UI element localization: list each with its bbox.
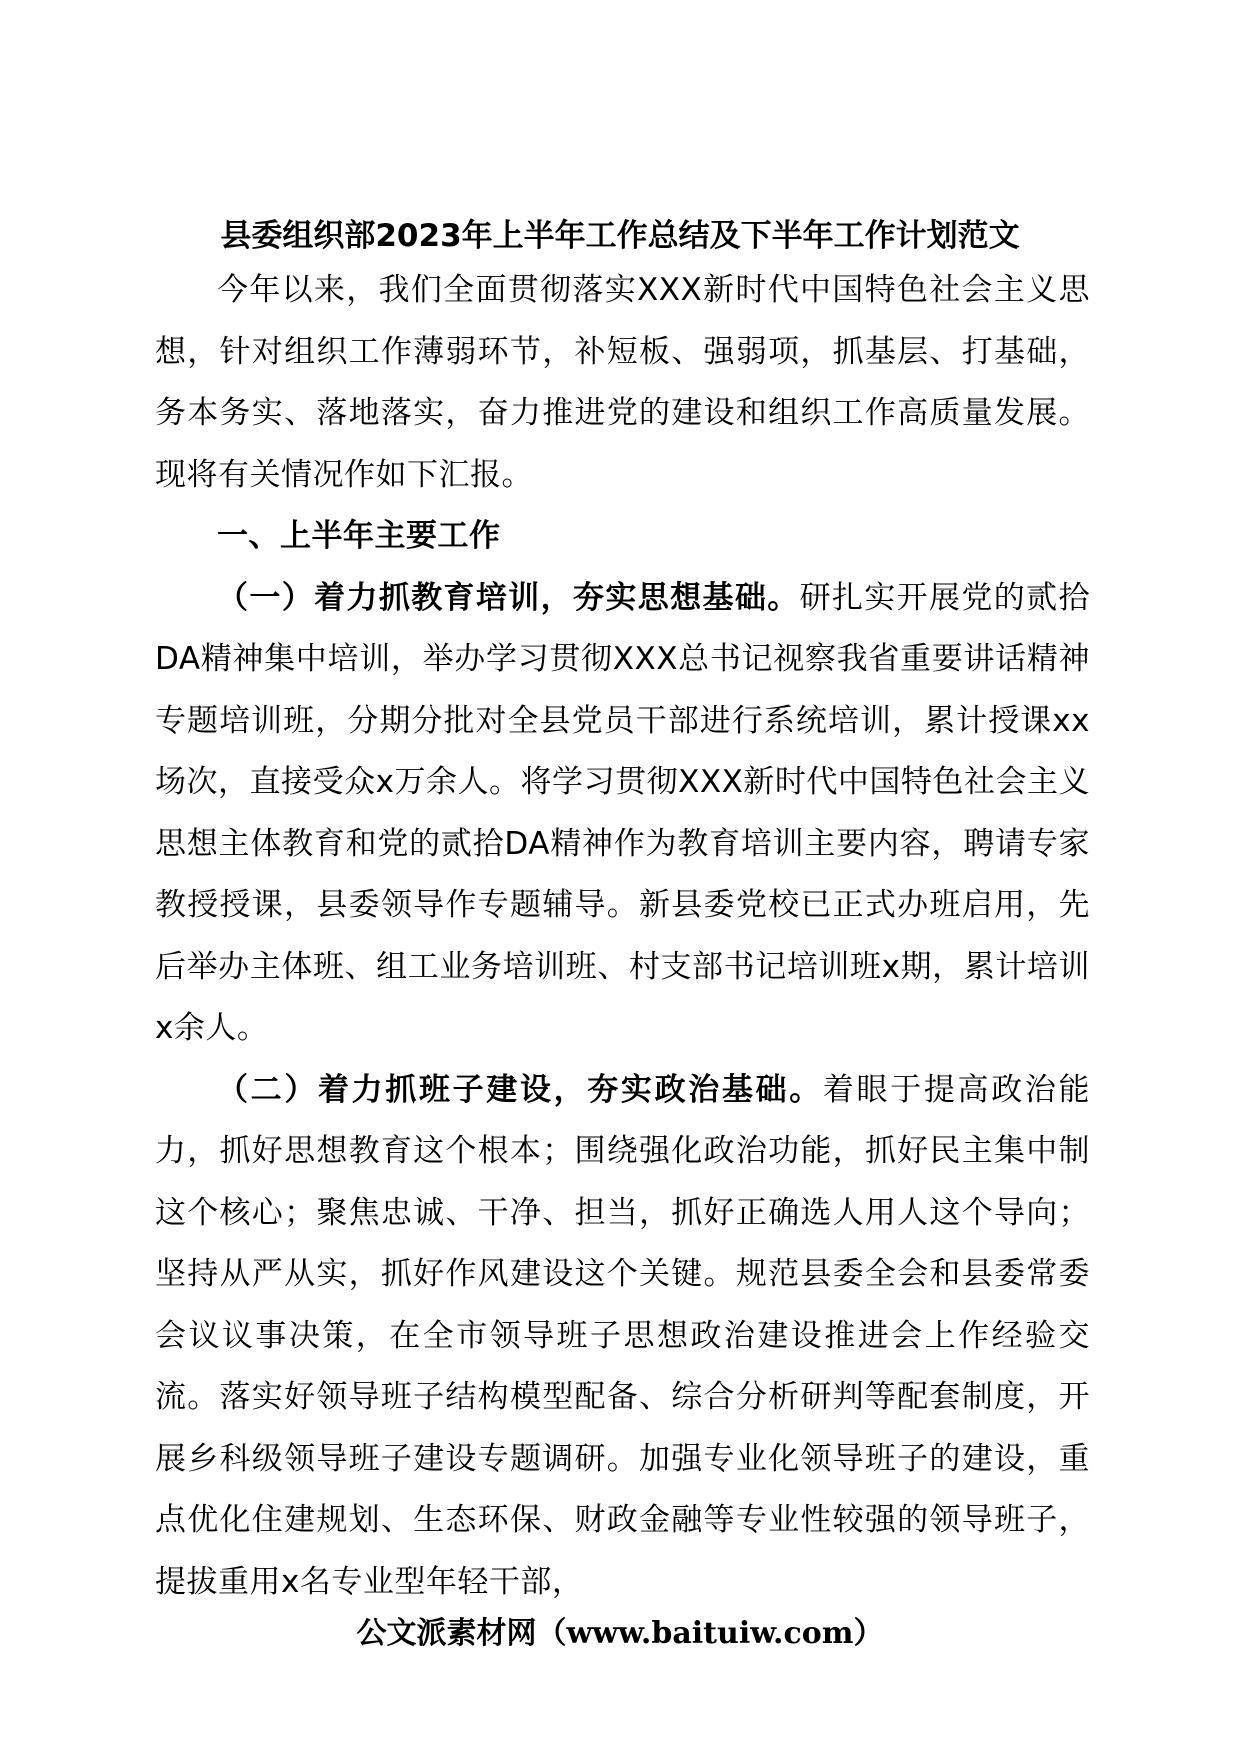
document-body [155, 260, 1090, 1613]
paragraph-text: 研扎实开展党的贰拾DA精神集中培训，举办学习贯彻XXX总书记视察我省重要讲话精神专题培训班，分期分批对全县党员干部进行系统培训，累计授课xx场次，直接受众x万余人。将学习贯彻XXX新时代中国特色社会主义思想主体教育和党的贰拾DA精神作为教育培训主要内容，聘请专家教授授课，县委领导作专题辅导。新县委党校已正式办班启用，先后举办主体班、组工业务培训班、村支部书记培训班x期，累计培训x余人。 [155, 579, 1091, 1046]
paragraph-lead: （二）着力抓班子建设，夯实政治基础。 [217, 1071, 823, 1108]
paragraph-team-building [155, 1060, 1090, 1614]
paragraph-text: 着眼于提高政治能力，抓好思想教育这个根本；围绕强化政治功能，抓好民主集中制这个核心；聚焦忠诚、干净、担当，抓好正确选人用人这个导向；坚持从严从实，抓好作风建设这个关键。规范县委全会和县委常委会议议事决策，在全市领导班子思想政治建设推进会上作经验交流。落实好领导班子结构模型配备、综合分析研判等配套制度，开展乡科级领导班子建设专题调研。加强专业化领导班子的建设，重点优化住建规划、生态环保、财政金融等专业性较强的领导班子，提拔重用x名专业型年轻干部， [155, 1071, 1091, 1600]
document-title: 县委组织部2023年上半年工作总结及下半年工作计划范文 [220, 218, 1020, 254]
paragraph-education-training [155, 568, 1090, 1060]
paragraph-lead: （一）着力抓教育培训，夯实思想基础。 [217, 579, 800, 616]
section-heading: 一、上半年主要工作 [217, 518, 501, 554]
footer-watermark: 公文派素材网（www.baituiw.com） [356, 1616, 884, 1651]
intro-paragraph: 今年以来，我们全面贯彻落实XXX新时代中国特色社会主义思想，针对组织工作薄弱环节，补短板、强弱项，抓基层、打基础，务本务实、落地落实，奋力推进党的建设和组织工作高质量发展。现将有关情况作如下汇报。 [155, 272, 1090, 493]
